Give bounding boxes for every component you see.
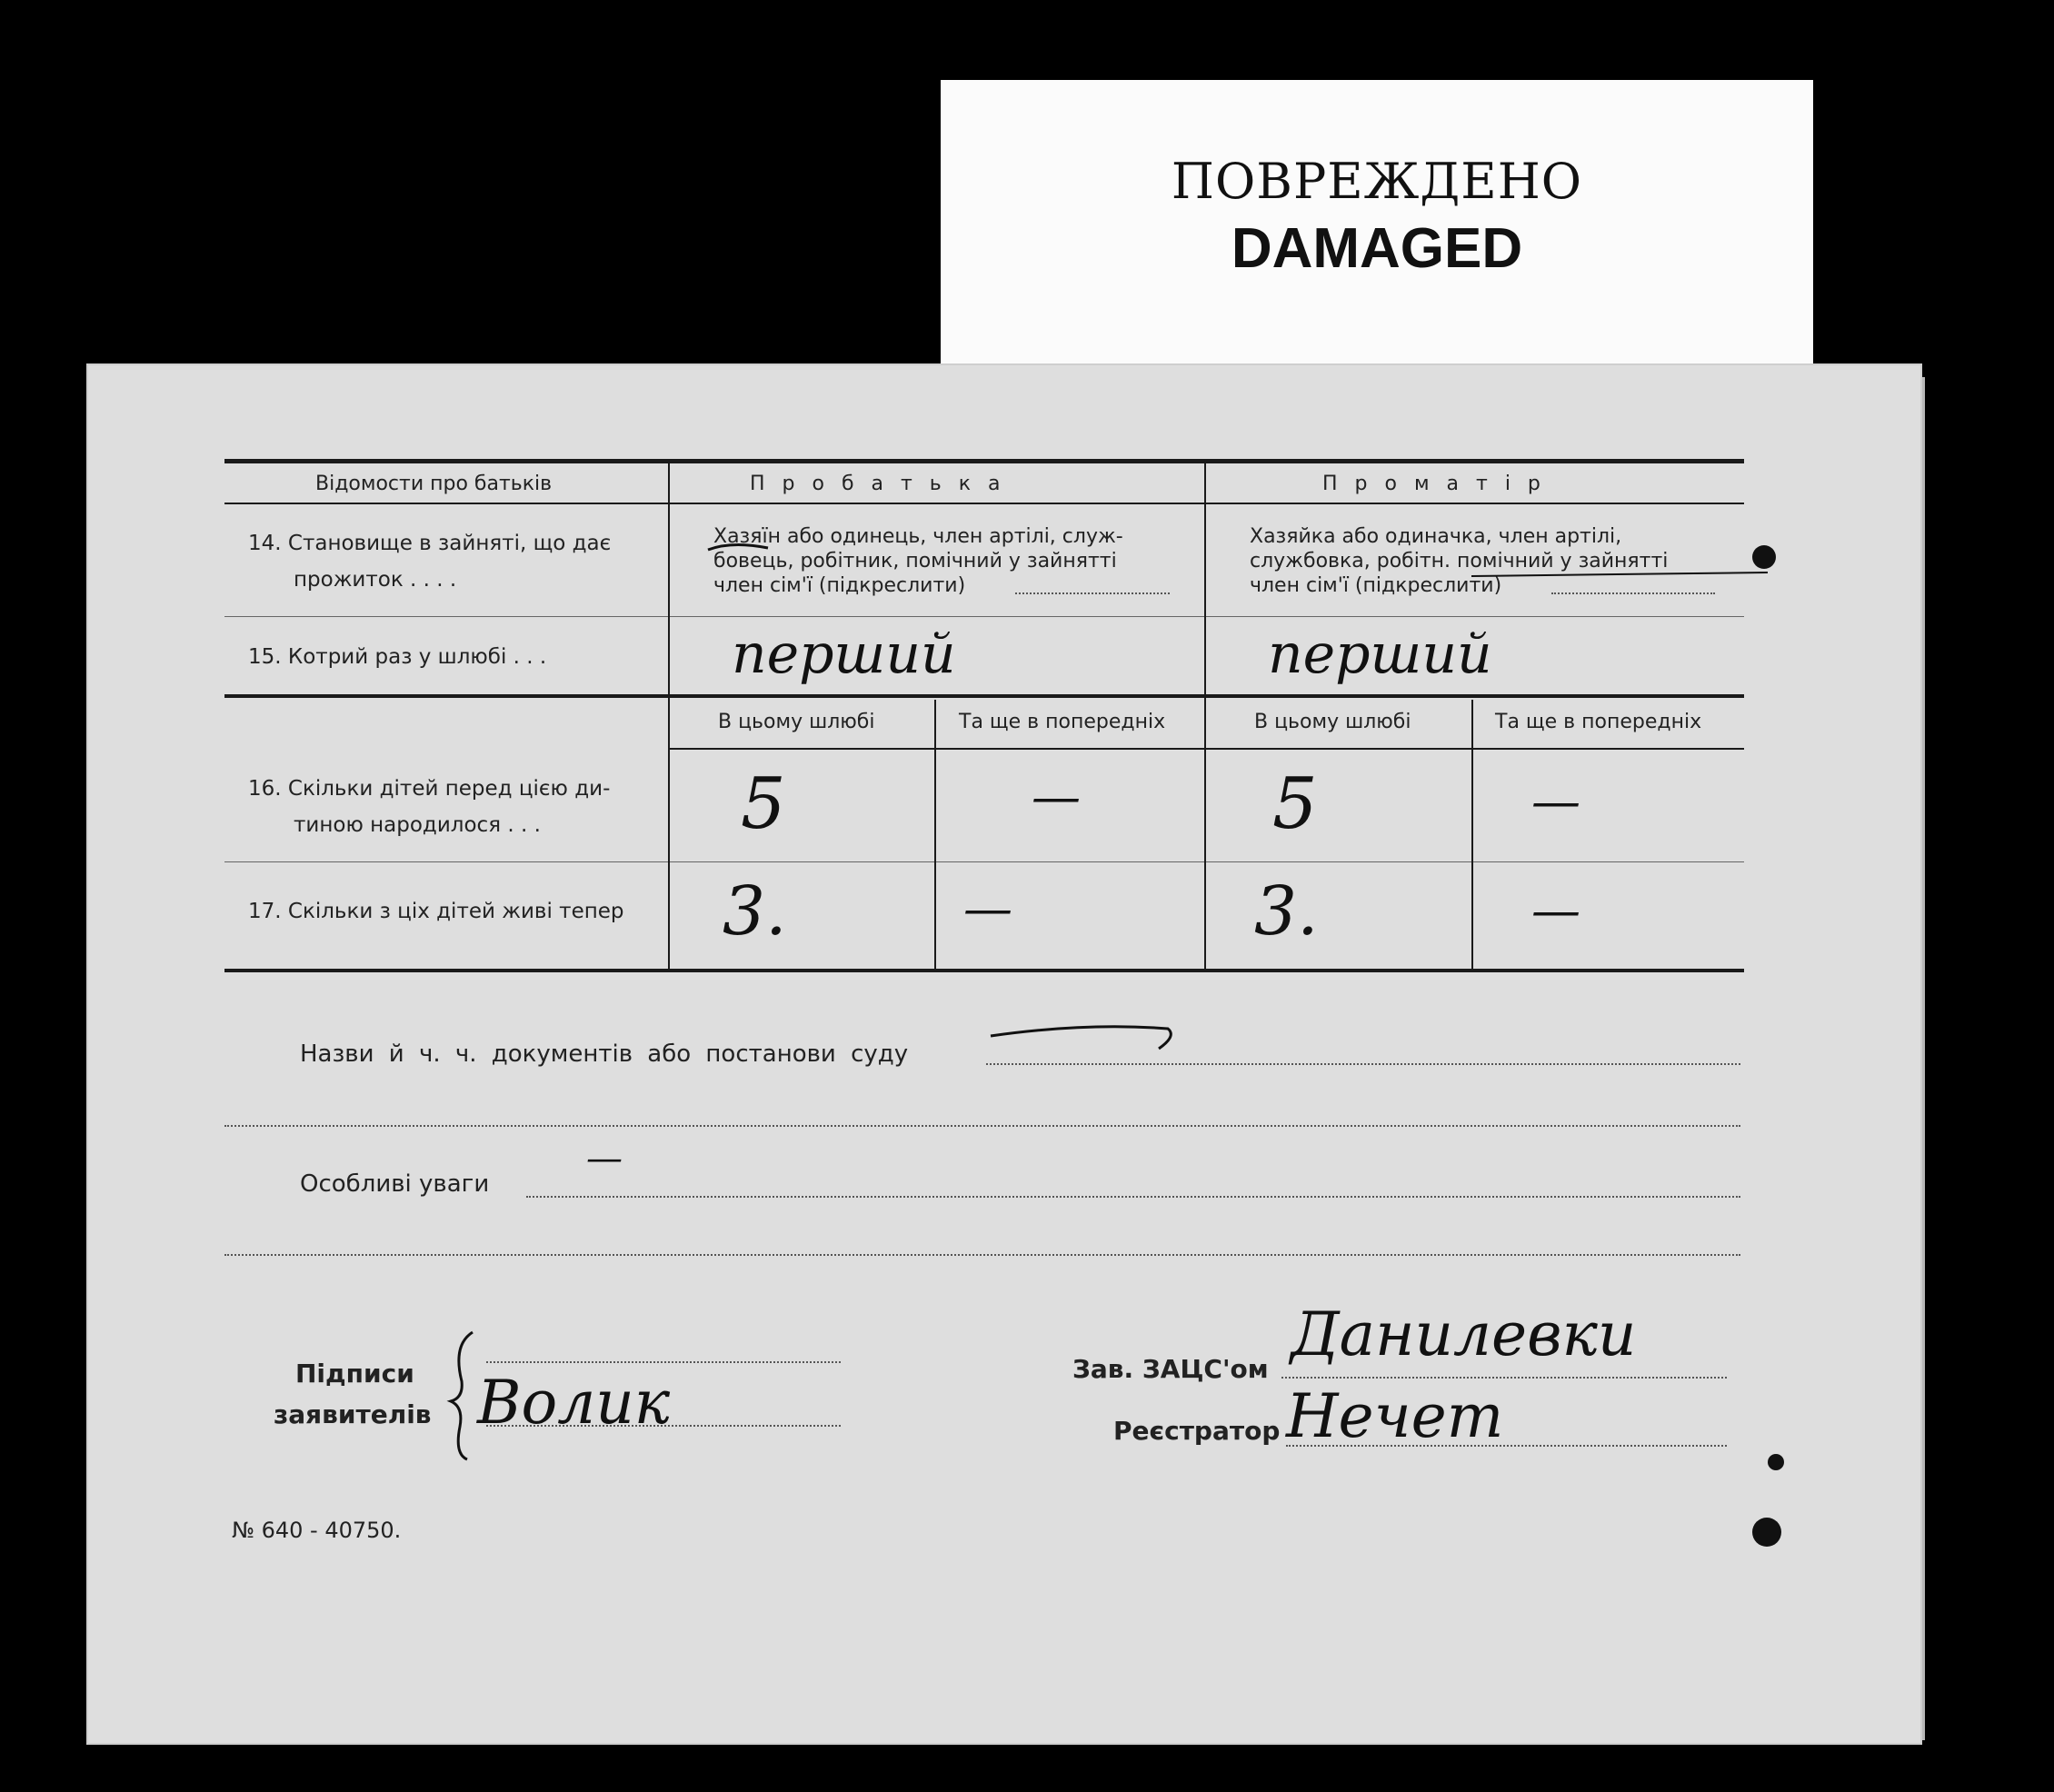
mother-sub-prev: Та ще в попередніх [1495,711,1702,733]
row17-father-this: 3. [723,872,787,951]
head-dots [1281,1377,1727,1379]
col-divider-2 [1204,463,1206,969]
col-divider-father-sub [934,700,936,969]
damaged-label-en: DAMAGED [1231,217,1523,280]
row16-label: 16. Скільки дітей перед цією ди- [248,777,611,801]
notes-label: Особливі уваги [300,1170,490,1198]
punch-hole [1752,545,1776,569]
applicant-signature: Волик [477,1368,671,1438]
subheader-rule [668,748,1744,750]
applicants-dots-1 [486,1361,841,1363]
header-father: П р о б а т ь к а [750,473,1006,495]
father-sub-prev: Та ще в попередніх [959,711,1166,733]
form-sheet [86,363,1922,1745]
father-options-dots [1015,592,1170,594]
mother-options-dots [1551,592,1715,594]
header-mother: П р о м а т і р [1322,473,1546,495]
underline-mark-mother [1468,565,1777,582]
table-header-rule [224,503,1744,504]
row14-rule [224,616,1744,617]
registrar-label: Реєстратор [1113,1416,1281,1446]
documents-label: Назви й ч. ч. документів або постанови суду [300,1040,909,1068]
form-number: № 640 - 40750. [232,1518,402,1543]
damaged-label-ru: ПОВРЕЖДЕНО [1171,153,1583,210]
mother-options-2: службовка, робітн. помічний у зайнятті [1250,550,1669,572]
row17-father-prev: — [963,880,1012,937]
damaged-slip [941,80,1813,371]
applicants-dots-2 [486,1425,841,1427]
head-value: Данилевки [1291,1299,1637,1369]
row16-father-prev: — [1032,768,1081,825]
applicants-label-2: заявителів [274,1399,432,1429]
row14-label: 14. Становище в зайняті, що дає [248,532,612,555]
registrar-dots [1286,1445,1727,1447]
row16-father-this: 5 [741,763,786,845]
table-top-rule [224,459,1744,463]
row17-mother-prev: — [1531,881,1580,939]
row17-mother-this: 3. [1254,872,1319,951]
row15-mother-value: перший [1268,622,1492,686]
row16-rule [224,861,1744,862]
registrar-signature: Нечет [1286,1381,1504,1451]
table-bottom-rule [224,969,1744,972]
father-options-1: Хазяїн або одинець, член артілі, служ- [713,525,1123,548]
header-info: Відомости про батьків [315,473,553,495]
row16-mother-this: 5 [1272,763,1318,845]
row14-label-cont: прожиток . . . . [294,568,457,592]
row16-label-cont: тиною народилося . . . [294,813,541,837]
underline-mark-father [704,541,777,559]
col-divider-mother-sub [1471,700,1473,969]
punch-hole [1768,1454,1784,1470]
punch-hole [1752,1518,1781,1547]
mother-sub-this: В цьому шлюбі [1254,711,1411,733]
col-divider-1 [668,463,670,969]
mother-options-3: член сім'ї (підкреслити) [1250,574,1502,597]
father-options-3: член сім'ї (підкреслити) [713,574,966,597]
mother-options-1: Хазяйка або одиначка, член артілі, [1250,525,1622,548]
notes-dots-2 [224,1254,1740,1256]
documents-dots [986,1063,1740,1065]
head-label: Зав. ЗАЦС'ом [1072,1354,1269,1384]
row15-label: 15. Котрий раз у шлюбі . . . [248,645,547,669]
row16-mother-prev: — [1531,772,1580,830]
row17-label: 17. Скільки з ціх дітей живі тепер [248,900,624,923]
notes-dots [526,1196,1740,1198]
row15-rule [224,694,1744,698]
applicants-label-1: Підписи [295,1359,414,1389]
documents-dash-mark [986,1018,1186,1054]
father-sub-this: В цьому шлюбі [718,711,875,733]
applicants-brace [445,1327,482,1463]
documents-dots-2 [224,1125,1740,1127]
father-options-2: бовець, робітник, помічний у зайнятті [713,550,1117,572]
row15-father-value: перший [732,622,956,686]
notes-value: — [586,1138,623,1180]
